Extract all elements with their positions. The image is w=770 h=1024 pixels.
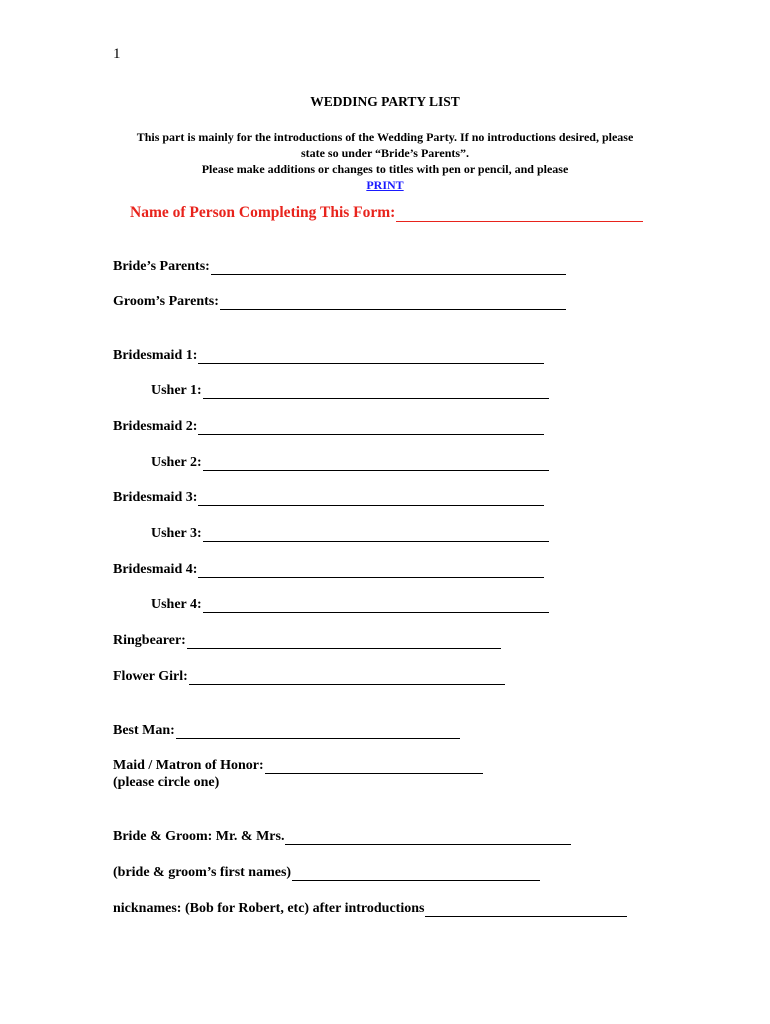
brides-parents-label: Bride’s Parents: xyxy=(113,259,210,274)
grooms-parents-blank[interactable] xyxy=(220,295,566,310)
flower-girl-label: Flower Girl: xyxy=(113,669,188,684)
intro-line-3: Please make additions or changes to titles with pen or pencil, and please xyxy=(201,162,569,176)
brides-parents-blank[interactable] xyxy=(211,260,566,275)
grooms-parents-field xyxy=(113,294,566,310)
usher-4-blank[interactable] xyxy=(203,598,549,613)
usher-2-label: Usher 2: xyxy=(151,455,202,470)
usher-3-blank[interactable] xyxy=(203,527,549,542)
completer-field xyxy=(130,204,643,222)
intro-line-1: This part is mainly for the introductions of the Wedding Party. If no introductions desired, please xyxy=(136,130,634,144)
first-names-blank[interactable] xyxy=(292,866,540,881)
bridesmaid-3-blank[interactable] xyxy=(198,491,544,506)
bridesmaid-3-label: Bridesmaid 3: xyxy=(113,490,198,505)
usher-1-label: Usher 1: xyxy=(151,383,202,398)
bridesmaid-2-field xyxy=(113,419,544,435)
maid-matron-field xyxy=(113,758,483,774)
page-number: 1 xyxy=(113,46,121,62)
bridesmaid-4-field xyxy=(113,562,544,578)
bridesmaid-4-label: Bridesmaid 4: xyxy=(113,562,198,577)
ringbearer-blank[interactable] xyxy=(187,634,501,649)
brides-parents-field xyxy=(113,259,566,275)
usher-1-blank[interactable] xyxy=(203,384,549,399)
maid-matron-label: Maid / Matron of Honor: xyxy=(113,758,264,773)
first-names-label: (bride & groom’s first names) xyxy=(113,865,292,880)
first-names-field xyxy=(113,865,540,881)
bridesmaid-2-blank[interactable] xyxy=(198,420,544,435)
usher-4-label: Usher 4: xyxy=(151,597,202,612)
usher-2-blank[interactable] xyxy=(203,456,549,471)
intro-text xyxy=(0,129,770,193)
usher-2-field xyxy=(151,455,549,471)
bridesmaid-4-blank[interactable] xyxy=(198,563,544,578)
bridesmaid-1-field xyxy=(113,348,544,364)
maid-matron-blank[interactable] xyxy=(265,759,483,774)
bride-groom-blank[interactable] xyxy=(285,830,571,845)
completer-label: Name of Person Completing This Form: xyxy=(130,204,396,221)
usher-4-field xyxy=(151,597,549,613)
bridesmaid-1-label: Bridesmaid 1: xyxy=(113,348,198,363)
bridesmaid-3-field xyxy=(113,490,544,506)
best-man-label: Best Man: xyxy=(113,723,175,738)
flower-girl-blank[interactable] xyxy=(189,670,505,685)
bride-groom-field xyxy=(113,829,571,845)
maid-matron-note: (please circle one) xyxy=(113,775,220,790)
completer-blank[interactable] xyxy=(396,207,643,222)
nicknames-label: nicknames: (Bob for Robert, etc) after introductions xyxy=(113,901,425,916)
best-man-blank[interactable] xyxy=(176,724,460,739)
ringbearer-label: Ringbearer: xyxy=(113,633,186,648)
bridesmaid-2-label: Bridesmaid 2: xyxy=(113,419,198,434)
bridesmaid-1-blank[interactable] xyxy=(198,349,544,364)
usher-3-field xyxy=(151,526,549,542)
best-man-field xyxy=(113,723,460,739)
grooms-parents-label: Groom’s Parents: xyxy=(113,294,219,309)
nicknames-blank[interactable] xyxy=(425,902,627,917)
intro-line-2: state so under “Bride’s Parents”. xyxy=(300,146,470,160)
flower-girl-field xyxy=(113,669,505,685)
bride-groom-label: Bride & Groom: Mr. & Mrs. xyxy=(113,829,285,844)
print-link[interactable]: PRINT xyxy=(366,178,404,192)
nicknames-field xyxy=(113,901,627,917)
page-title: WEDDING PARTY LIST xyxy=(310,94,460,109)
ringbearer-field xyxy=(113,633,501,649)
usher-3-label: Usher 3: xyxy=(151,526,202,541)
usher-1-field xyxy=(151,383,549,399)
